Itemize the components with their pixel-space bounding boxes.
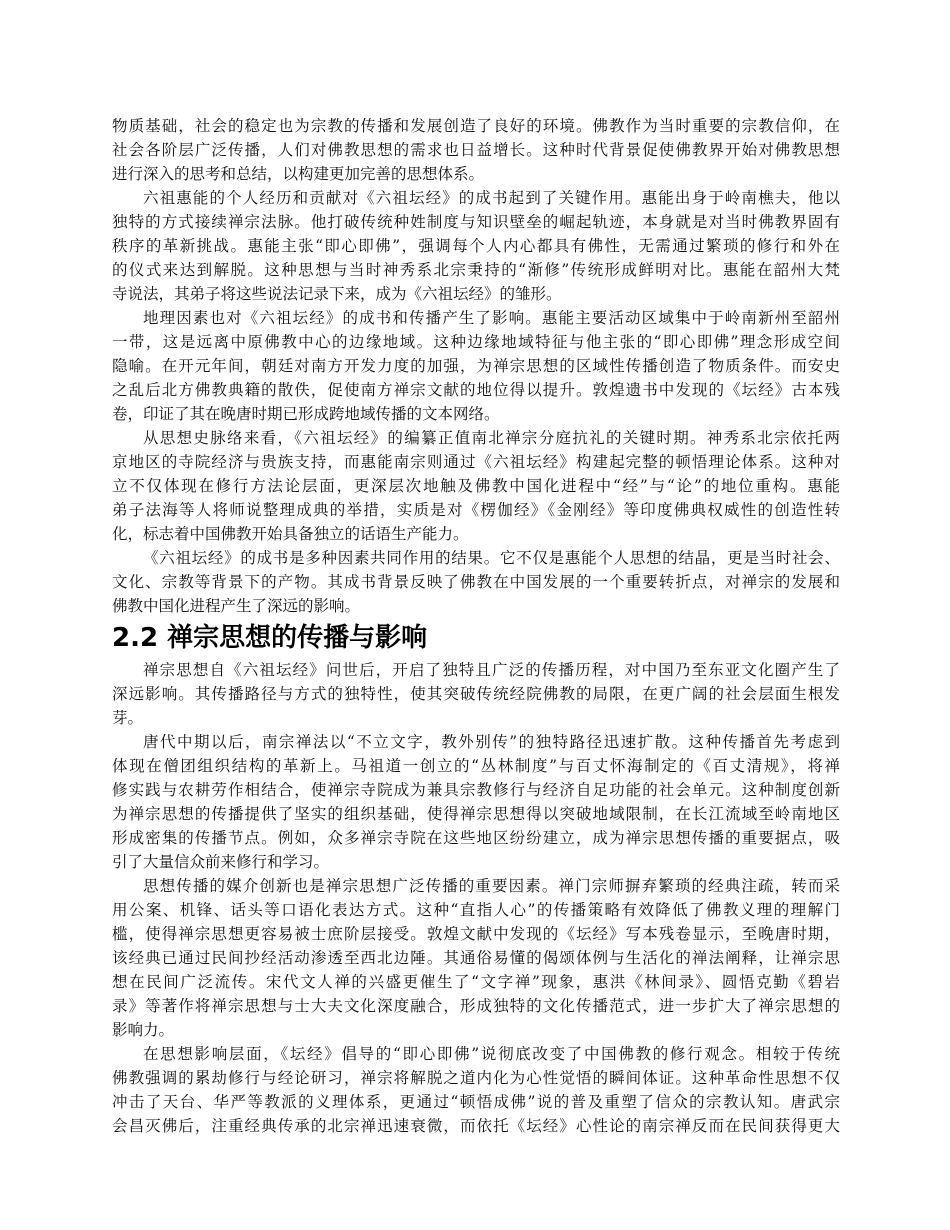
text-line: 冲击了天台、华严等教派的义理体系，更通过“顿悟成佛”说的普及重塑了信众的宗教认知。唐武宗 [112,1093,840,1111]
paragraph [112,426,840,546]
text-line: 形成密集的传播节点。例如，众多禅宗寺院在这些地区纷纷建立，成为禅宗思想传播的重要据点，吸 [112,829,840,847]
paragraph [112,546,840,618]
text-line: 会昌灭佛后，注重经典传承的北宗禅迅速衰微，而依托《坛经》心性论的南宗禅反而在民间获得更大 [112,1117,840,1135]
text-line: 禅宗思想自《六祖坛经》问世后，开启了独特且广泛的传播历程，对中国乃至东亚文化圈产生了 [143,661,840,679]
text-line: 修实践与农耕劳作相结合，使禅宗寺院成为兼具宗教修行与经济自足功能的社会单元。这种制度创新 [112,781,840,799]
text-line: 想在民间广泛流传。宋代文人禅的兴盛更催生了“文字禅”现象，惠洪《林间录》、圆悟克勤《碧岩 [112,973,840,991]
text-line: 从思想史脉络来看，《六祖坛经》的编纂正值南北禅宗分庭抗礼的关键时期。神秀系北宗依托两 [143,429,840,447]
paragraph [112,186,840,306]
paragraph [112,1042,840,1138]
text-line: 槛，使得禅宗思想更容易被士庶阶层接受。敦煌文献中发现的《坛经》写本残卷显示，至晚唐时期， [112,925,840,943]
text-line: 物质基础，社会的稳定也为宗教的传播和发展创造了良好的环境。佛教作为当时重要的宗教信仰，在 [112,117,840,135]
text-line: 为禅宗思想的传播提供了坚实的组织基础，使得禅宗思想得以突破地域限制，在长江流域至岭南地区 [112,805,840,823]
text-line: 芽。 [112,709,144,727]
text-line: 唐代中期以后，南宗禅法以“不立文字，教外别传”的独特路径迅速扩散。这种传播首先考虑到 [143,733,840,751]
text-line: 佛教中国化进程产生了深远的影响。 [112,597,361,615]
text-line: 一带，这是远离中原佛教中心的边缘地域。这种边缘地域特征与他主张的“即心即佛”理念形成空间 [112,333,840,351]
text-line: 立不仅体现在修行方法论层面，更深层次地触及佛教中国化进程中“经”与“论”的地位重构。惠能 [112,477,840,495]
paragraph [112,114,840,186]
text-line: 地理因素也对《六祖坛经》的成书和传播产生了影响。惠能主要活动区域集中于岭南新州至韶州 [143,309,840,327]
text-line: 深远影响。其传播路径与方式的独特性，使其突破传统经院佛教的局限，在更广阔的社会层面生根发 [112,685,840,703]
text-line: 录》等著作将禅宗思想与士大夫文化深度融合，形成独特的文化传播范式，进一步扩大了禅宗思想的 [112,997,840,1015]
text-line: 佛教强调的累劫修行与经论研习，禅宗将解脱之道内化为心性觉悟的瞬间体证。这种革命性思想不仅 [112,1069,840,1087]
text-line: 独特的方式接续禅宗法脉。他打破传统种姓制度与知识壁垒的崛起轨迹，本身就是对当时佛教界固有 [112,213,840,231]
section-heading: 2.2 禅宗思想的传播与影响 [112,623,428,653]
text-line: 化，标志着中国佛教开始具备独立的话语生产能力。 [112,525,469,543]
text-line: 在思想影响层面，《坛经》倡导的“即心即佛”说彻底改变了中国佛教的修行观念。相较于传统 [143,1045,840,1063]
paragraph [112,874,840,1042]
text-line: 六祖惠能的个人经历和贡献对《六祖坛经》的成书起到了关键作用。惠能出身于岭南樵夫，他以 [143,189,840,207]
text-line: 思想传播的媒介创新也是禅宗思想广泛传播的重要因素。禅门宗师摒弃繁琐的经典注疏，转而采 [143,877,840,895]
paragraph [112,306,840,426]
text-line: 寺说法，其弟子将这些说法记录下来，成为《六祖坛经》的雏形。 [112,285,562,303]
text-line: 用公案、机锋、话头等口语化表达方式。这种“直指人心”的传播策略有效降低了佛教义理的理解门 [112,901,840,919]
text-line: 体现在僧团组织结构的革新上。马祖道一创立的“丛林制度”与百丈怀海制定的《百丈清规》，将禅 [112,757,840,775]
text-line: 之乱后北方佛教典籍的散佚，促使南方禅宗文献的地位得以提升。敦煌遗书中发现的《坛经》古本残 [112,381,840,399]
text-line: 《六祖坛经》的成书是多种因素共同作用的结果。它不仅是惠能个人思想的结晶，更是当时社会、 [143,549,840,567]
text-line: 引了大量信众前来修行和学习。 [112,853,330,871]
text-line: 京地区的寺院经济与贵族支持，而惠能南宗则通过《六祖坛经》构建起完整的顿悟理论体系。这种对 [112,453,840,471]
text-line: 的仪式来达到解脱。这种思想与当时神秀系北宗秉持的“渐修”传统形成鲜明对比。惠能在韶州大梵 [112,261,840,279]
text-line: 隐喻。在开元年间，朝廷对南方开发力度的加强，为禅宗思想的区域性传播创造了物质条件。而安史 [112,357,840,375]
text-line: 影响力。 [112,1021,175,1039]
document-page [112,114,840,1138]
section-body-before [112,114,840,618]
text-line: 弟子法海等人将师说整理成典的举措，实质是对《楞伽经》《金刚经》等印度佛典权威性的创造性转 [112,501,840,519]
text-line: 文化、宗教等背景下的产物。其成书背景反映了佛教在中国发展的一个重要转折点，对禅宗的发展和 [112,573,840,591]
section-body-after [112,658,840,1138]
text-line: 该经典已通过民间抄经活动渗透至西北边陲。其通俗易懂的偈颂体例与生活化的禅法阐释，让禅宗思 [112,949,840,967]
text-line: 进行深入的思考和总结，以构建更加完善的思想体系。 [112,165,485,183]
paragraph [112,658,840,730]
text-line: 秩序的革新挑战。惠能主张“即心即佛”，强调每个人内心都具有佛性，无需通过繁琐的修行和外在 [112,237,840,255]
paragraph [112,730,840,874]
text-line: 社会各阶层广泛传播，人们对佛教思想的需求也日益增长。这种时代背景促使佛教界开始对佛教思想 [112,141,840,159]
text-line: 卷，印证了其在晚唐时期已形成跨地域传播的文本网络。 [112,405,500,423]
